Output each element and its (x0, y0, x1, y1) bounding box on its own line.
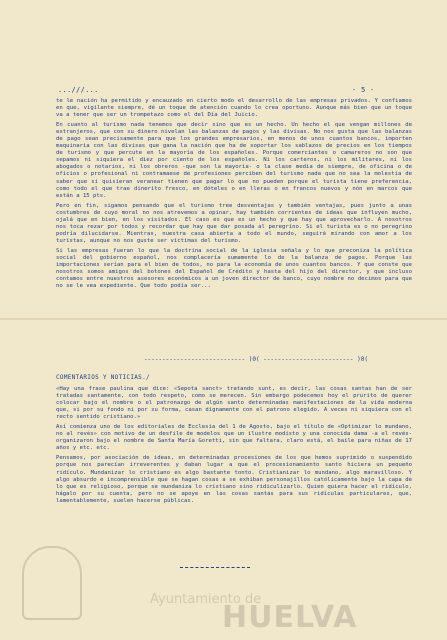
body-text-part-1 (56, 98, 412, 293)
body-text-part-2 (56, 386, 412, 508)
paragraph: Si las empresas fueran lo que la doctrina social de la iglesia señala y lo que preconiza la política social del gobierno español, nos complacería sumamente lo de la balanza de pagos. Porque las importaciones serían para el bien de todos, no para la economía de unos cuantos bancos. Y que conste que nosotros somos amigos del botones del Español de Crédito y hasta del hijo del director, y que incluso contamos entre nuestros asesores económicos a un joven director de banco, cuyo nombre no decimos para que no se le vea expediente. Que todo podía ser... (56, 247, 412, 290)
watermark-line1: Ayuntamiento de (150, 592, 262, 607)
paragraph: «Hay una frase paulina que dice: «Sepota sanct» tratando sunt, es decir, las cosas santas han de ser tratadas santamente, con todo respeto, como se merecen. Sin embargo podecemos hoy el prurito de querer colocar bajo el nombre o el patronazgo de algún santo determinadas manifestaciones de la vida moderna que, si por su fondo ni por su forma, casan dignamente con el patrono elegido. A veces ni siquiera con el recto sentido cristiano.» (56, 386, 412, 421)
paragraph: Pero en fin, sigamos pensando que el turismo tree desventajas y también ventajas, pues junto a unas costumbres de cuyo moral no nos atrevemos a opinar, hay también corrientes de ideas que influyen mucho, ojalá que en bien, en los visitados. El caso es que es un hecho y que hay que aprovecharlo. A nosotros nos toca rezar por todos y recordar que hay que dar posada al peregrino. Si el turista es o no peregrino podría dilucidarse. Mientras, nuestra casa abierta a todo el mundo, seguirá mirando con amor a los turistas, aunque no nos guste ser víctimas del turismo. (56, 202, 412, 244)
paragraph: En cuanto al turismo nada tenemos que decir sino que es un hecho. Un hecho el que vengan millones de extranjeros, que con su dinero nivelan las balanzas de pagos y las divisas. No nos gusta que las balanzas de pago sean precisamente para que los grandes empresarios, en menos de unos cuantos bancos, importen maquinaria con las divisas que gana la nación que ha de soportar los sablazos de precios en los tiempos de turismo y que percute en la mayoría de los españoles. Porque comerciantes o camareros no son que sepamos ni siquiera el diez por ciento de los españoles. Ni los carteros, ni los militares, ni los abogados o notarios, ni los obreros -que son la mayoría- o la clase media de siempre, de oficina o de oficios o profesional ni contramaese de profesiones perciben del turismo nada que no sea la molestia de saber que si quisieran veranear tienen que pagar lo que no pueden porque el turista tiene preferencia, como todo el que trae dinerito fresco, en dóteles o en lleras o en francos nuevos y nón en marcos que están a 15 pts. (56, 122, 412, 199)
paragraph: Así comienza uno de los editoriales de Ecclesia del 1 de Agosto, bajo el título de «Optimizar lo mundano, no al revés» con motivo de un desfile de modelos que un ilustre modisto y una conocida dama -a el revés- organizaron bajo el nombre de Santa María Goretti, sin que faltara, claro está, el baile para niñas de 17 años y etc. etc. (56, 424, 412, 452)
page-number: - 5 - (352, 86, 375, 94)
paragraph: Pensamos, por asociación de ideas, en determinadas procesiones de los que hemos suprimido o suspendido porque nos parecían irreverentes y daban lugar a que el procesionamiento santo hiciera un pequeño ridículo. Mundanizar lo cristiano es algo bastante tonto. Cristianizar lo mundano, algo maravilloso. Y algo absurdo e incomprensible que se hagan cosas a se exhiban personajillos católicamente bajo la capa de lo que es religioso, porque se mundaniza lo cristiano sino ridiculizarlo. Quien quiera hacer el ridículo, hágalo por su cuenta, pero no se apoye en las cosas santas para sus ridículas particulares, que, lamentablemente, suelen hacerse públicas. (56, 455, 412, 504)
header-continuation-mark: ...///... (58, 86, 99, 94)
closing-rule (180, 567, 250, 568)
archive-seal-watermark (22, 546, 82, 620)
separator-line: ---------------------------- )0( ------------------------- )0( (144, 356, 368, 363)
watermark-line2: HUELVA (222, 600, 358, 635)
fold-crease (0, 318, 447, 320)
paragraph: te le nación ha permitido y encauzado en cierto modo el desarrollo de las empresas privados. Y confiamos en que, vigilante siempre, dé un toque de atención cuando lo crea oportuno. Aunque más bien que un toque va a tener que ser un trompetazo como el del Día del Juicio. (56, 98, 412, 119)
section-title: COMENTARIOS Y NOTICIAS./ (56, 374, 150, 381)
